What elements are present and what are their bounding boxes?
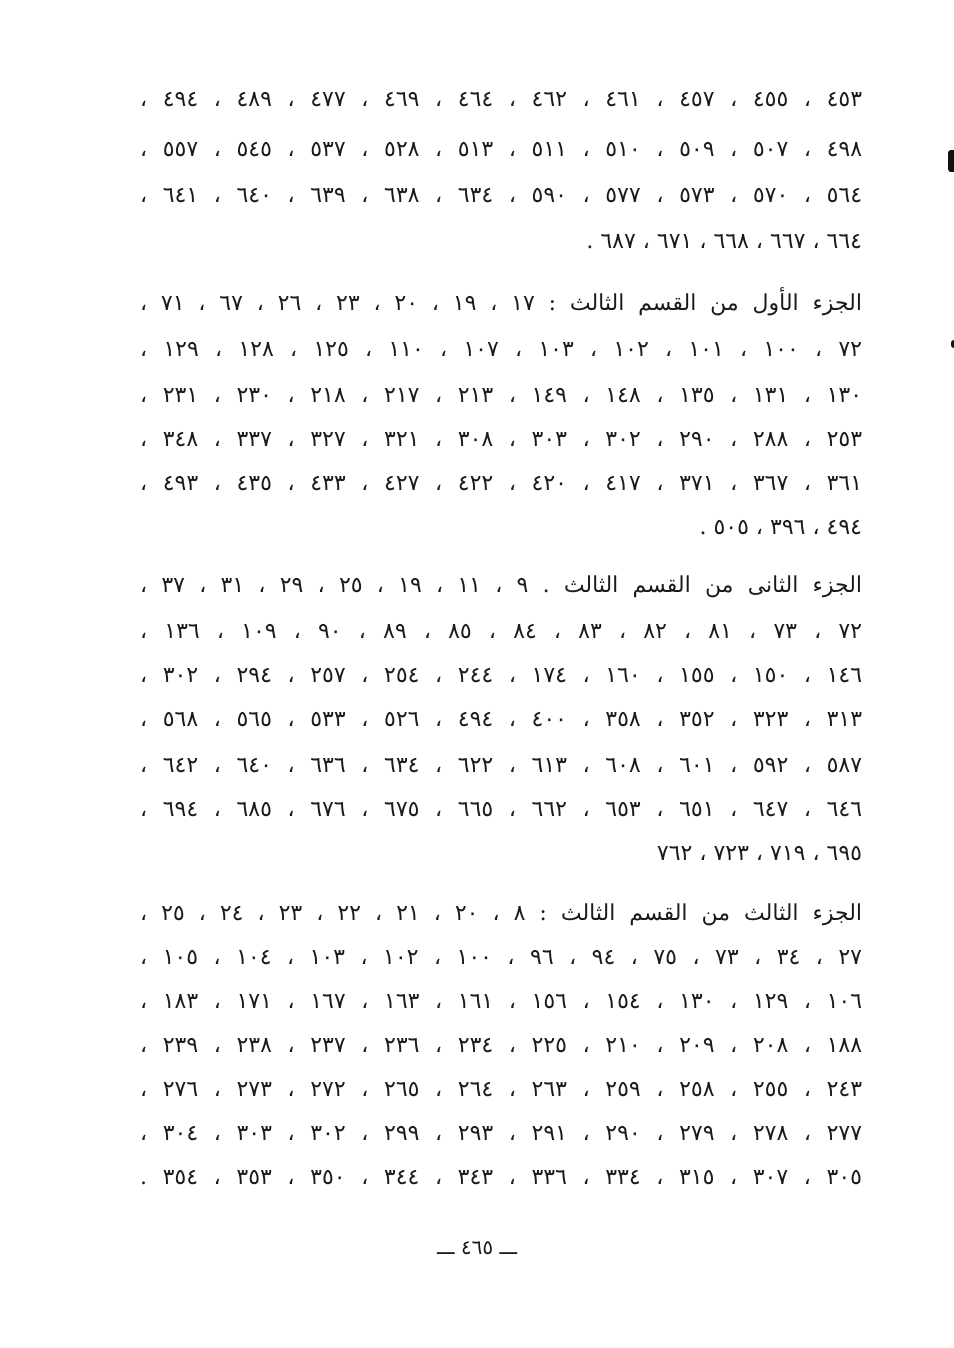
- index-line: ١٤٦ ، ١٥٠ ، ١٥٥ ، ١٦٠ ، ١٧٤ ، ٢٤٤ ، ٢٥٤ ، ٢٥٧ ، ٢٩٤ ، ٣٠٢ ،: [140, 663, 862, 688]
- index-line: ٤٥٣ ، ٤٥٥ ، ٤٥٧ ، ٤٦١ ، ٤٦٢ ، ٤٦٤ ، ٤٦٩ ، ٤٧٧ ، ٤٨٩ ، ٤٩٤ ،: [140, 87, 862, 112]
- index-line: ٦٩٥ ، ٧١٩ ، ٧٢٣ ، ٧٦٢: [656, 841, 862, 866]
- index-line: ١٠٦ ، ١٢٩ ، ١٣٠ ، ١٥٤ ، ١٥٦ ، ١٦١ ، ١٦٣ ، ١٦٧ ، ١٧١ ، ١٨٣ ،: [140, 989, 862, 1014]
- index-line: ٤٩٨ ، ٥٠٧ ، ٥٠٩ ، ٥١٠ ، ٥١١ ، ٥١٣ ، ٥٢٨ ، ٥٣٧ ، ٥٤٥ ، ٥٥٧ ،: [140, 137, 862, 162]
- index-line: ٥٦٤ ، ٥٧٠ ، ٥٧٣ ، ٥٧٧ ، ٥٩٠ ، ٦٣٤ ، ٦٣٨ ، ٦٣٩ ، ٦٤٠ ، ٦٤١ ،: [140, 183, 862, 208]
- index-line: ٧٢ ، ١٠٠ ، ١٠١ ، ١٠٢ ، ١٠٣ ، ١٠٧ ، ١١٠ ، ١٢٥ ، ١٢٨ ، ١٢٩ ،: [140, 337, 862, 362]
- index-line: ٢٧٧ ، ٢٧٨ ، ٢٧٩ ، ٢٩٠ ، ٢٩١ ، ٢٩٣ ، ٢٩٩ ، ٣٠٢ ، ٣٠٣ ، ٣٠٤ ،: [140, 1121, 862, 1146]
- scan-edge-mark: [948, 150, 954, 172]
- section-heading-line: الجزء الثانى من القسم الثالث . ٩ ، ١١ ، ١٩ ، ٢٥ ، ٢٩ ، ٣١ ، ٣٧ ،: [140, 573, 862, 598]
- index-line: ٢٤٣ ، ٢٥٥ ، ٢٥٨ ، ٢٥٩ ، ٢٦٣ ، ٢٦٤ ، ٢٦٥ ، ٢٧٢ ، ٢٧٣ ، ٢٧٦ ،: [140, 1077, 862, 1102]
- index-line: ٢٧ ، ٣٤ ، ٧٣ ، ٧٥ ، ٩٤ ، ٩٦ ، ١٠٠ ، ١٠٢ ، ١٠٣ ، ١٠٤ ، ١٠٥ ،: [140, 945, 862, 970]
- index-line: ٥٨٧ ، ٥٩٢ ، ٦٠١ ، ٦٠٨ ، ٦١٣ ، ٦٢٢ ، ٦٣٤ ، ٦٣٦ ، ٦٤٠ ، ٦٤٢ ،: [140, 753, 862, 778]
- index-line: ٤٩٤ ، ٣٩٦ ، ٥٠٥ .: [699, 515, 862, 540]
- index-line: ٣١٣ ، ٣٢٣ ، ٣٥٢ ، ٣٥٨ ، ٤٠٠ ، ٤٩٤ ، ٥٢٦ ، ٥٣٣ ، ٥٦٥ ، ٥٦٨ ،: [140, 707, 862, 732]
- index-line: ٢٥٣ ، ٢٨٨ ، ٢٩٠ ، ٣٠٢ ، ٣٠٣ ، ٣٠٨ ، ٣٢١ ، ٣٢٧ ، ٣٣٧ ، ٣٤٨ ،: [140, 427, 862, 452]
- index-line: ١٣٠ ، ١٣١ ، ١٣٥ ، ١٤٨ ، ١٤٩ ، ٢١٣ ، ٢١٧ ، ٢١٨ ، ٢٣٠ ، ٢٣١ ،: [140, 383, 862, 408]
- index-line: ٦٤٦ ، ٦٤٧ ، ٦٥١ ، ٦٥٣ ، ٦٦٢ ، ٦٦٥ ، ٦٧٥ ، ٦٧٦ ، ٦٨٥ ، ٦٩٤ ،: [140, 797, 862, 822]
- section-heading-line: الجزء الأول من القسم الثالث : ١٧ ، ١٩ ، ٢٠ ، ٢٣ ، ٢٦ ، ٦٧ ، ٧١ ،: [140, 291, 862, 316]
- page-number: ـــ ٤٦٥ ـــ: [436, 1235, 518, 1259]
- index-line: ٧٢ ، ٧٣ ، ٨١ ، ٨٢ ، ٨٣ ، ٨٤ ، ٨٥ ، ٨٩ ، ٩٠ ، ١٠٩ ، ١٣٦ ،: [140, 619, 862, 644]
- index-line: ٣٦١ ، ٣٦٧ ، ٣٧١ ، ٤١٧ ، ٤٢٠ ، ٤٢٢ ، ٤٢٧ ، ٤٣٣ ، ٤٣٥ ، ٤٩٣ ،: [140, 471, 862, 496]
- index-line: ١٨٨ ، ٢٠٨ ، ٢٠٩ ، ٢١٠ ، ٢٢٥ ، ٢٣٤ ، ٢٣٦ ، ٢٣٧ ، ٢٣٨ ، ٢٣٩ ،: [140, 1033, 862, 1058]
- index-line: ٣٠٥ ، ٣٠٧ ، ٣١٥ ، ٣٣٤ ، ٣٣٦ ، ٣٤٣ ، ٣٤٤ ، ٣٥٠ ، ٣٥٣ ، ٣٥٤ .: [140, 1165, 862, 1190]
- section-heading-line: الجزء الثالث من القسم الثالث : ٨ ، ٢٠ ، ٢١ ، ٢٢ ، ٢٣ ، ٢٤ ، ٢٥ ،: [140, 901, 862, 926]
- index-line: ٦٦٤ ، ٦٦٧ ، ٦٦٨ ، ٦٧١ ، ٦٨٧ .: [586, 229, 862, 254]
